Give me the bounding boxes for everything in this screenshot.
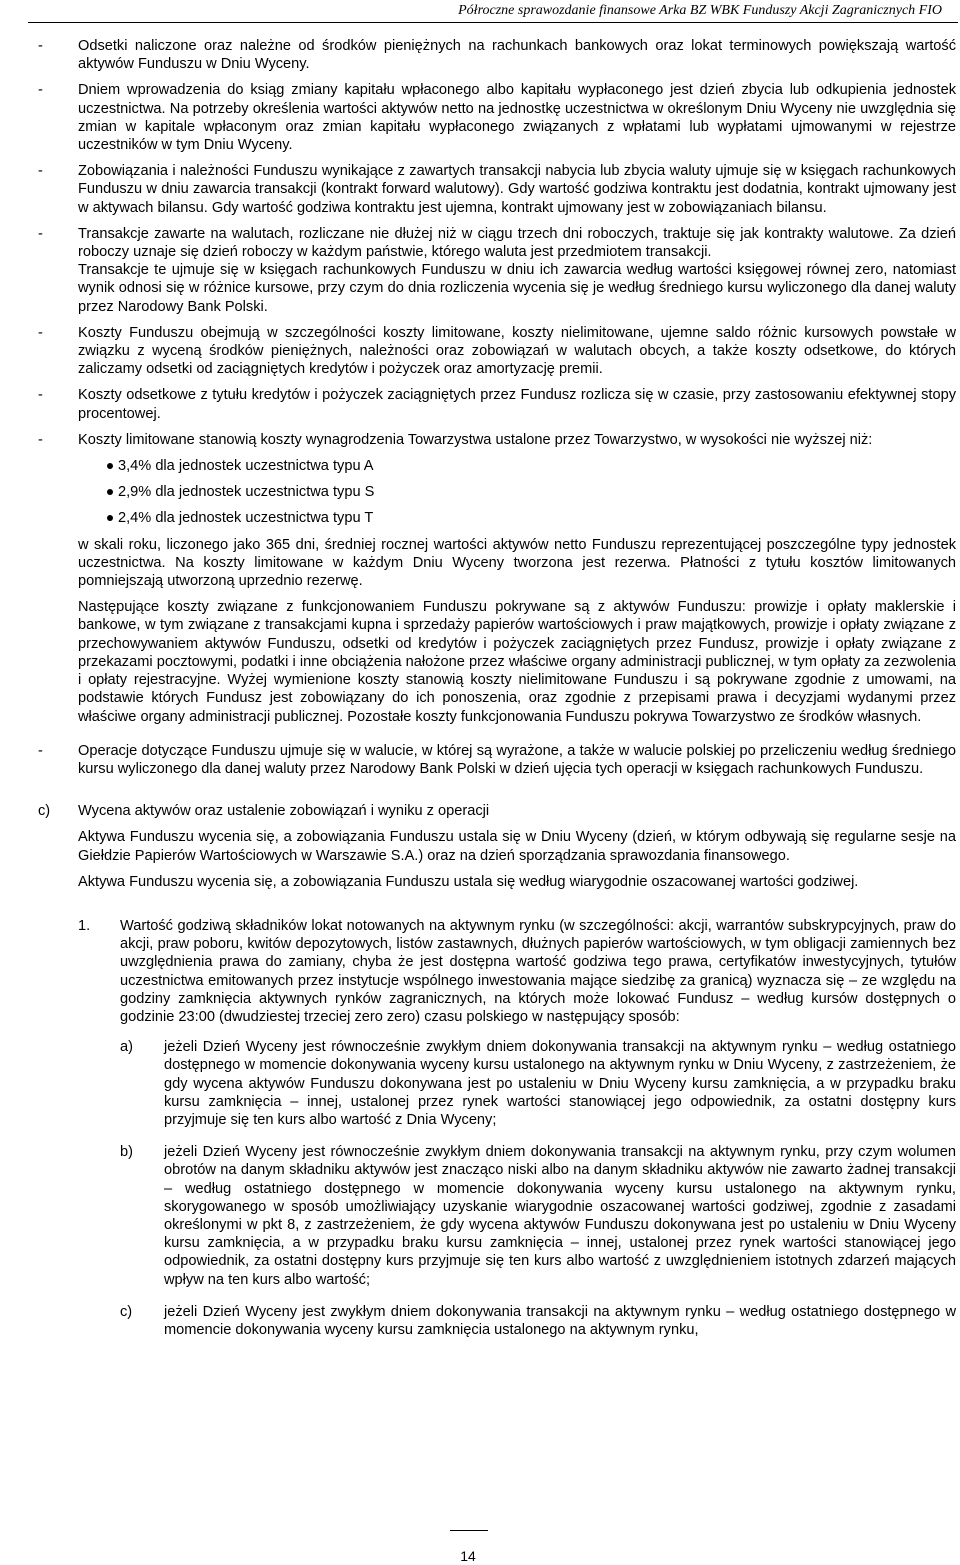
dash-marker: - [38,742,43,759]
dash-marker: - [38,225,43,242]
sub-item-letter: a) [120,1039,133,1056]
list-item [38,742,956,778]
list-item [38,324,956,379]
paragraph: jeżeli Dzień Wyceny jest równocześnie zwykłym dniem dokonywania transakcji na aktywnym rynku, przy czym wolumen obrotów na danym składniku aktywów jest znacząco niski albo na danym składniku aktywów nie zawarto żadnej transakcji – według ostatniego dostępnego w momencie dokonywania wyceny kursu ustalonego na aktywnym rynku, skorygowanego w sposób umożliwiający uzyskanie wiarygodnie oszacowanej wartości godziwej, zgodnie z zasadami określonymi w pkt 8, z zastrzeżeniem, że gdy wycena aktywów Funduszu dokonywana jest po ustaleniu w Dniu Wyceny kursu zamknięcia, a w przypadku braku kursu zamknięcia – innej, ustalonej przez rynek wartości stanowiącej jego odpowiednik, za ostatni dostępny kurs przyjmuje się ten kurs albo wartość z uwzględnieniem istotnych zdarzeń mających wpływ na ten kurs albo wartość; [164,1144,956,1288]
section-c [38,802,956,891]
section-label: c) [38,803,51,820]
bullet-item: 3,4% dla jednostek uczestnictwa typu A [78,457,956,475]
paragraph: Koszty odsetkowe z tytułu kredytów i pożyczek zaciągniętych przez Fundusz rozlicza się w czasie, przy zastosowaniu efektywnej stopy procentowej. [78,387,956,422]
paragraph: jeżeli Dzień Wyceny jest równocześnie zwykłym dniem dokonywania transakcji na aktywnym rynku – według ostatniego dostępnego w momencie dokonywania wyceny kursu ustalonego na aktywnym rynku w Dniu Wyceny, z zastrzeżeniem, że gdy wycena aktywów Funduszu dokonywana jest po ustaleniu w Dniu Wyceny kursu zamknięcia, a w przypadku braku kursu zamknięcia – innej, ustalonej przez rynek wartości stanowiącej jego odpowiednik, za ostatni dostępny kurs przyjmuje się ten kurs albo wartość z Dnia Wyceny; [164,1039,956,1128]
dash-marker: - [38,82,43,99]
footer-rule [450,1530,488,1531]
dash-marker: - [38,431,43,448]
paragraph: Następujące koszty związane z funkcjonowaniem Funduszu pokrywane są z aktywów Funduszu: prowizje i opłaty maklerskie i bankowe, w tym związane z transakcjami kupna i sprzedaży papierów wartościowych i praw majątkowych, prowizje i opłaty związane z przechowywaniem aktywów Funduszu, odsetki od kredytów i pożyczek zaciągniętych przez Fundusz, prowizje i opłaty związane z przekazami pocztowymi, podatki i inne obciążenia nałożone przez właściwe organy administracji publicznej, w tym opłaty za zezwolenia i opłaty rejestracyjne. Wyżej wymienione koszty stanowią koszty nielimitowane Funduszu i są pokrywane zgodnie z umowami, na podstawie których Fundusz jest zobowiązany do ich ponoszenia, oraz zgodnie z przepisami prawa i decyzjami wydanymi przez właściwe organy administracji publicznej. Pozostałe koszty funkcjonowania Funduszu pokrywa Towarzystwo ze środków własnych. [78,599,956,725]
bullet-item: 2,9% dla jednostek uczestnictwa typu S [78,483,956,501]
paragraph: Koszty Funduszu obejmują w szczególności koszty limitowane, koszty nielimitowane, ujemne saldo różnic kursowych powstałe w związku z wyceną środków pieniężnych, należności oraz zobowiązań w walutach obcych, a także koszty odsetkowe, do których zaliczamy odsetki od zaciągniętych kredytów i pożyczek oraz amortyzację premii. [78,324,956,378]
sub-item-letter: c) [120,1303,133,1320]
bullet-list [78,457,956,528]
dash-marker: - [38,387,43,404]
bullet-item: 2,4% dla jednostek uczestnictwa typu T [78,509,956,527]
sub-item-b [120,1143,956,1289]
bullet-dot-icon [107,515,113,521]
paragraph: Koszty limitowane stanowią koszty wynagrodzenia Towarzystwa ustalone przez Towarzystwo, w wysokości nie wyższej niż: [78,431,873,448]
sub-item-c [120,1303,956,1339]
section-title: Wycena aktywów oraz ustalenie zobowiązań i wyniku z operacji [78,803,490,820]
page-header: Półroczne sprawozdanie finansowe Arka BZ WBK Funduszy Akcji Zagranicznych FIO [458,3,942,18]
paragraph: Dniem wprowadzenia do ksiąg zmiany kapitału wpłaconego albo kapitału wypłaconego jest dzień zbycia lub odkupienia jednostek uczestnictwa. Na potrzeby określenia wartości aktywów netto na jednostkę uczestnictwa w określonym Dniu Wyceny nie uwzględnia się zmian w kapitale wpłaconym oraz zmian kapitału wypłaconego związanych z wpłatami lub wypłatami ujmowanymi w rejestrze uczestników w tym Dniu Wyceny. [78,82,956,154]
item-number: 1. [78,917,91,934]
list-item [38,225,956,316]
list-item [38,37,956,73]
header-rule [28,22,958,23]
sub-item-a [120,1038,956,1129]
list-item [38,162,956,217]
list-item-limited-costs [38,431,956,726]
bullet-dot-icon [107,463,113,469]
dash-marker: - [38,163,43,180]
numbered-item-1 [38,917,956,1339]
bullet-dot-icon [107,489,113,495]
paragraph: Zobowiązania i należności Funduszu wynikające z zawartych transakcji nabycia lub zbycia waluty ujmuje się w księgach rachunkowych Funduszu w dniu zawarcia transakcji (kontrakt forward walutowy). Gdy wartość godziwa kontraktu jest dodatnia, kontrakt ujmowany jest w aktywach bilansu. Gdy wartość godziwa kontraktu jest ujemna, kontrakt ujmowany jest w zobowiązaniach bilansu. [78,163,956,216]
list-item [38,81,956,154]
paragraph: Operacje dotyczące Funduszu ujmuje się w walucie, w której są wyrażone, a także w walucie polskiej po przeliczeniu według średniego kursu wyliczonego dla danej waluty przez Narodowy Bank Polski w dzień ujęcia tych operacji w księgach rachunkowych Funduszu. [78,742,956,777]
list-item [38,386,956,422]
section-body [38,828,956,891]
page-content [38,37,956,1339]
paragraph: Wartość godziwą składników lokat notowanych na aktywnym rynku (w szczególności: akcji, warrantów subskrypcyjnych, praw do akcji, praw poboru, kwitów depozytowych, listów zastawnych, dłużnych papierów wartościowych, w tym obligacji zamiennych bez uwzględnienia prawa do zamiany, chyba że jest dostępna wartość godziwa tego prawa, certyfikatów inwestycyjnych, tytułów uczestnictwa emitowanych przez instytucje wspólnego inwestowania mające siedzibę za granicą) wyznacza się – ze względu na godziny zamknięcia aktywnych rynków zagranicznych, na których może lokować Fundusz – według kursów dostępnych o godzinie 23:00 (dwudziestej trzeciej zero zero) czasu polskiego w następujący sposób: [120,917,956,1025]
paragraph: w skali roku, liczonego jako 365 dni, średniej rocznej wartości aktywów netto Funduszu reprezentującej poszczególne typy jednostek uczestnictwa. Na koszty limitowane w każdym Dniu Wyceny tworzona jest rezerwa. Płatności z tytułu kosztów limitowanych pomniejszają utworzoną uprzednio rezerwę. [78,536,956,590]
paragraph: Transakcje te ujmuje się w księgach rachunkowych Funduszu w dniu ich zawarcia według wartości księgowej równej zero, natomiast wynik odnosi się w różnice kursowe, przy czym do dnia rozliczenia wycenia się je według średniego kursu wyliczonego dla danej waluty przez Narodowy Bank Polski. [78,262,956,315]
paragraph: Transakcje zawarte na walutach, rozliczane nie dłużej niż w ciągu trzech dni roboczych, traktuje się jak kontrakty walutowe. Za dzień roboczy uznaje się dzień roboczy w każdym państwie, którego waluta jest przedmiotem transakcji. [78,225,956,261]
paragraph: Odsetki naliczone oraz należne od środków pieniężnych na rachunkach bankowych oraz lokat terminowych powiększają wartość aktywów Funduszu w Dniu Wyceny. [78,38,956,73]
paragraph: jeżeli Dzień Wyceny jest zwykłym dniem dokonywania transakcji na aktywnym rynku – według ostatniego dostępnego w momencie dokonywania wyceny kursu zamknięcia ustalonego na aktywnym rynku, [164,1303,956,1338]
dash-marker: - [38,38,43,54]
page-number: 14 [460,1548,476,1564]
dash-marker: - [38,324,43,341]
sub-item-letter: b) [120,1144,133,1161]
paragraph: Aktywa Funduszu wycenia się, a zobowiązania Funduszu ustala się według wiarygodnie oszacowanej wartości godziwej. [78,873,859,890]
paragraph: Aktywa Funduszu wycenia się, a zobowiązania Funduszu ustala się w Dniu Wyceny (dzień, w którym odbywają się regularne sesje na Giełdzie Papierów Wartościowych w Warszawie S.A.) oraz na dzień sporządzania sprawozdania finansowego. [78,829,956,864]
